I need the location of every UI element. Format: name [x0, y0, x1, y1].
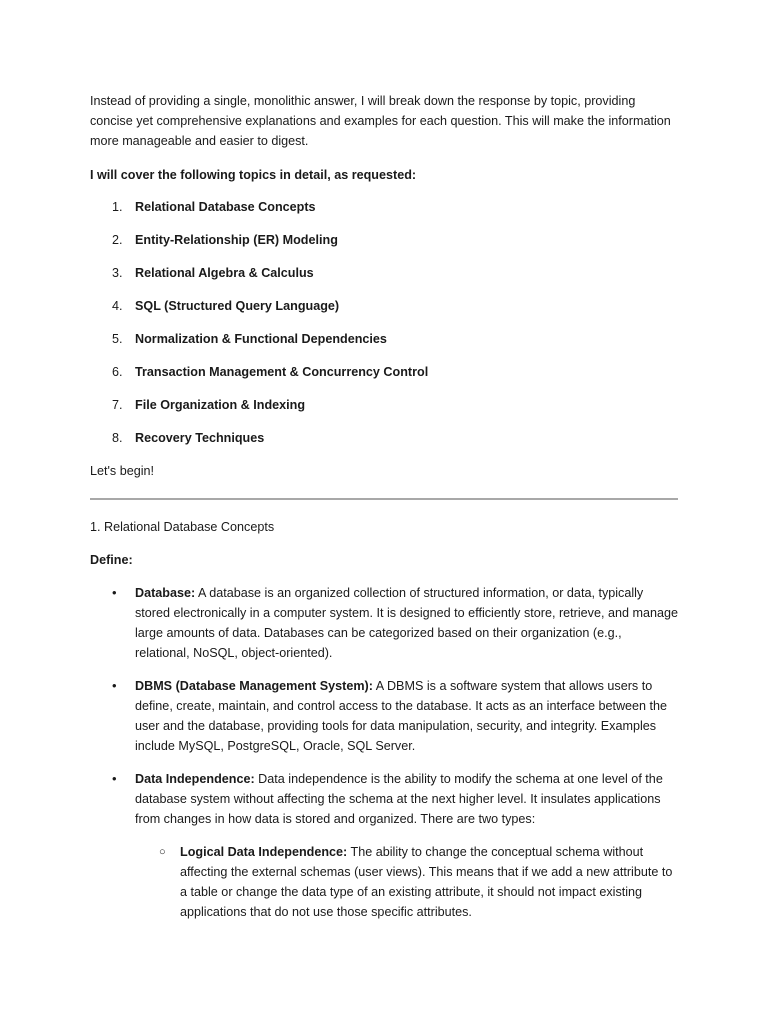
topic-item [90, 428, 678, 448]
topic-number: 4. [112, 299, 123, 313]
topic-item [90, 197, 678, 217]
sub-definition-term: Logical Data Independence: [180, 845, 348, 859]
horizontal-divider [90, 498, 678, 500]
definition-term: Database: [135, 586, 196, 600]
topic-number: 2. [112, 233, 123, 247]
topics-lead: I will cover the following topics in detail, as requested: [90, 168, 417, 182]
sub-definitions-list [135, 842, 678, 922]
begin-text: Let's begin! [90, 464, 155, 478]
intro-paragraph: Instead of providing a single, monolithic answer, I will break down the response by topic, providing concise yet comprehensive explanations and examples for each question. This will make the information more manageable and easier to digest. [90, 94, 671, 148]
topic-item [90, 362, 678, 382]
definition-item [90, 769, 678, 922]
definition-text: A database is an organized collection of structured information, or data, typically stored electronically in a computer system. It is designed to efficiently store, retrieve, and manage large amounts of data. Databases can be categorized based on their organization (e.g., relational, NoSQL, object-oriented). [135, 586, 678, 660]
topic-label: Relational Algebra & Calculus [135, 266, 314, 280]
definition-term: Data Independence: [135, 772, 255, 786]
section-heading: 1. Relational Database Concepts [90, 520, 275, 534]
sub-definition-text: The ability to change the conceptual schema without affecting the external schemas (user views). This means that if we add a new attribute to a table or change the data type of an existing attribute, it should not impact existing applications that do not use those specific attributes. [180, 845, 673, 919]
topic-label: Entity-Relationship (ER) Modeling [135, 233, 338, 247]
bullet-icon: • [112, 585, 117, 600]
definition-item [90, 583, 678, 663]
topic-number: 7. [112, 398, 123, 412]
definition-text: Data independence is the ability to modify the schema at one level of the database system without affecting the schema at the next higher level. It insulates applications from changes in how data is stored and organized. There are two types: [135, 772, 663, 826]
topic-item [90, 230, 678, 250]
definitions-list [90, 583, 678, 922]
topic-label: Recovery Techniques [135, 431, 265, 445]
define-label: Define: [90, 553, 133, 567]
topic-number: 6. [112, 365, 123, 379]
topic-item [90, 395, 678, 415]
definition-text: A DBMS is a software system that allows users to define, create, maintain, and control access to the database. It acts as an interface between the user and the database, providing tools for data manipulation, security, and integrity. Examples include MySQL, PostgreSQL, Oracle, SQL Server. [135, 679, 668, 753]
sub-definition-item [135, 842, 678, 922]
topic-item [90, 296, 678, 316]
topic-number: 1. [112, 200, 123, 214]
topic-label: Relational Database Concepts [135, 200, 316, 214]
topic-number: 3. [112, 266, 123, 280]
topic-number: 8. [112, 431, 123, 445]
definition-term: DBMS (Database Management System): [135, 679, 373, 693]
circle-bullet-icon: ○ [159, 846, 166, 858]
topic-label: Normalization & Functional Dependencies [135, 332, 387, 346]
topic-item [90, 263, 678, 283]
topics-list [90, 197, 678, 448]
topic-label: File Organization & Indexing [135, 398, 306, 412]
bullet-icon: • [112, 771, 117, 786]
topic-label: Transaction Management & Concurrency Control [135, 365, 429, 379]
bullet-icon: • [112, 678, 117, 693]
topic-item [90, 329, 678, 349]
topic-number: 5. [112, 332, 123, 346]
topic-label: SQL (Structured Query Language) [135, 299, 340, 313]
definition-item [90, 676, 678, 756]
